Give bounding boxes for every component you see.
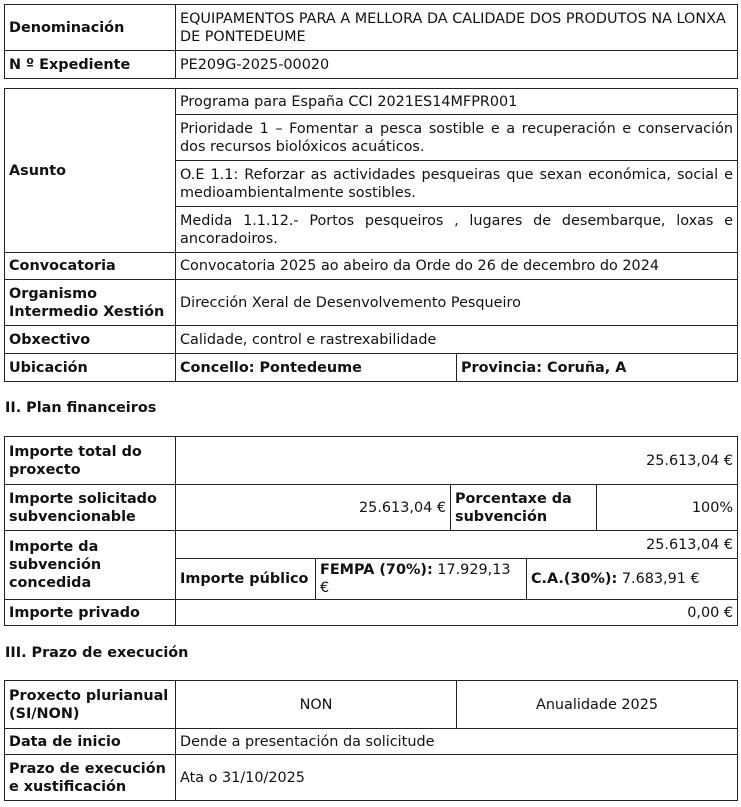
fempa-value: 17.929,13 €: [320, 562, 511, 596]
ca-label: C.A.(30%):: [531, 571, 618, 587]
general-info-table: [4, 4, 738, 382]
solicitado-label: Importe solicitado subvencionable: [5, 485, 176, 531]
porcentaxe-value: 100%: [597, 485, 738, 531]
total-label: Importe total do proxecto: [5, 437, 176, 485]
asunto-line-3: O.E 1.1: Reforzar as actividades pesqueiras que sexan económica, social e medioambientalmente sostibles.: [176, 161, 738, 207]
publico-label: Importe público: [176, 559, 316, 600]
privado-label: Importe privado: [5, 600, 176, 626]
ca-value: 7.683,91 €: [621, 571, 700, 587]
asunto-label: Asunto: [5, 89, 176, 253]
organismo-label: Organismo Intermedio Xestión: [5, 280, 176, 326]
total-value: 25.613,04 €: [176, 437, 738, 485]
expediente-label: N º Expediente: [5, 51, 176, 79]
concello-value: Concello: Pontedeume: [176, 354, 457, 382]
plurianual-label: Proxecto plurianual (SI/NON): [5, 681, 176, 729]
concedida-label: Importe da subvención concedida: [5, 531, 176, 600]
anualidade-value: Anualidade 2025: [457, 681, 738, 729]
provincia-value: Provincia: Coruña, A: [457, 354, 738, 382]
fempa-cell: [316, 559, 527, 600]
convocatoria-label: Convocatoria: [5, 253, 176, 280]
execucion-label: Prazo de execución e xustificación: [5, 755, 176, 801]
ubicacion-label: Ubicación: [5, 354, 176, 382]
inicio-label: Data de inicio: [5, 729, 176, 755]
execucion-value: Ata o 31/10/2025: [176, 755, 738, 801]
financial-table: [4, 436, 738, 626]
asunto-line-2: Prioridade 1 – Fomentar a pesca sostible e a recuperación e conservación dos recursos biolóxicos acuáticos.: [176, 115, 738, 161]
prazo-heading: III. Prazo de execución: [5, 645, 189, 661]
inicio-value: Dende a presentación da solicitude: [176, 729, 738, 755]
table-gap: [5, 79, 738, 89]
plurianual-value: NON: [176, 681, 457, 729]
obxectivo-label: Obxectivo: [5, 326, 176, 354]
privado-value: 0,00 €: [176, 600, 738, 626]
porcentaxe-label: Porcentaxe da subvención: [451, 485, 597, 531]
denominacion-value: EQUIPAMENTOS PARA A MELLORA DA CALIDADE DOS PRODUTOS NA LONXA DE PONTEDEUME: [176, 5, 738, 51]
denominacion-label: Denominación: [5, 5, 176, 51]
ca-cell: [527, 559, 738, 600]
expediente-value: PE209G-2025-00020: [176, 51, 738, 79]
prazo-table: [4, 680, 738, 801]
concedida-value: 25.613,04 €: [176, 531, 738, 559]
plan-heading: II. Plan financeiros: [5, 400, 157, 416]
asunto-line-4: Medida 1.1.12.- Portos pesqueiros , lugares de desembarque, loxas e ancoradoiros.: [176, 207, 738, 253]
convocatoria-value: Convocatoria 2025 ao abeiro da Orde do 26 de decembro do 2024: [176, 253, 738, 280]
obxectivo-value: Calidade, control e rastrexabilidade: [176, 326, 738, 354]
asunto-line-1: Programa para España CCI 2021ES14MFPR001: [176, 89, 738, 115]
solicitado-value: 25.613,04 €: [176, 485, 451, 531]
organismo-value: Dirección Xeral de Desenvolvemento Pesqueiro: [176, 280, 738, 326]
fempa-label: FEMPA (70%):: [320, 562, 433, 578]
